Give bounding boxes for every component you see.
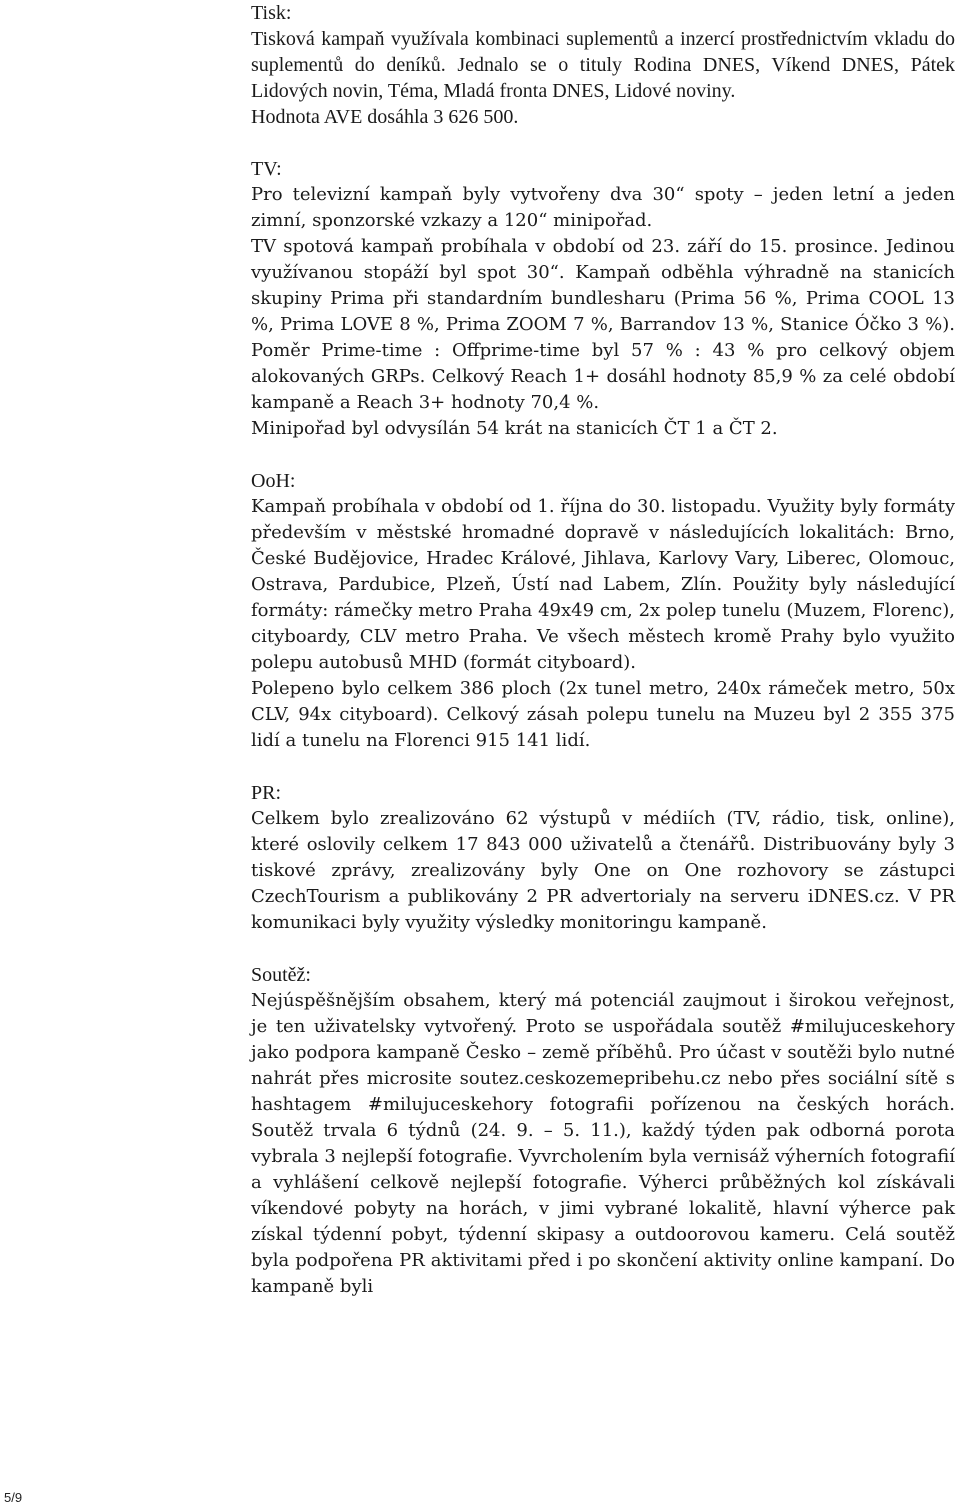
document-body — [251, 0, 955, 1326]
paragraph: Hodnota AVE dosáhla 3 626 500. — [251, 106, 519, 128]
section-tisk — [251, 0, 955, 130]
section-heading-tisk: Tisk: — [251, 2, 292, 24]
section-heading-soutez: Soutěž: — [251, 964, 311, 986]
paragraph: Tisková kampaň využívala kombinaci suplementů a inzercí prostřednictvím vkladu do suplementů do deníků. Jednalo se o tituly Rodina DNES, Víkend DNES, Pátek Lidových novin, Téma, Mladá fronta DNES, Lidové noviny. — [251, 28, 955, 102]
section-heading-ooh: OoH: — [251, 470, 296, 492]
section-heading-tv: TV: — [251, 158, 282, 180]
paragraph: Minipořad byl odvysílán 54 krát na stanicích ČT 1 a ČT 2. — [251, 418, 778, 439]
paragraph: TV spotová kampaň probíhala v období od 23. září do 15. prosince. Jedinou využívanou stopáží byl spot 30“. Kampaň odběhla výhradně na stanicích skupiny Prima při standardním bundlesharu (Prima 56 %, Prima COOL 13 %, Prima LOVE 8 %, Prima ZOOM 7 %, Barrandov 13 %, Stanice Óčko 3 %). Poměr Prime-time : Offprime-time byl 57 % : 43 % pro celkový objem alokovaných GRPs. Celkový Reach 1+ dosáhl hodnoty 85,9 % za celé období kampaně a Reach 3+ hodnoty 70,4 %. — [251, 236, 955, 413]
section-tv — [251, 156, 955, 442]
paragraph: Nejúspěšnějším obsahem, který má potenciál zaujmout i širokou veřejnost, je ten uživatelsky vytvořený. Proto se uspořádala soutěž #milujuceskehory jako podpora kampaně Česko – země příběhů. Pro účast v soutěži bylo nutné nahrát přes microsite soutez.ceskozemepribehu.cz nebo přes sociální sítě s hashtagem #milujuceskehory fotografii pořízenou na českých horách. Soutěž trvala 6 týdnů (24. 9. – 5. 11.), každý týden pak odborná porota vybrala 3 nejlepší fotografie. Vyvrcholením byla vernisáž výherních fotografií a vyhlášení celkově nejlepší fotografie. Výherci průběžných kol získávali víkendové pobyty na horách, v jimi vybrané lokalitě, hlavní výherce pak získal týdenní pobyt, týdenní skipasy a outdoorovou kameru. Celá soutěž byla podpořena PR aktivitami před i po skončení aktivity online kampaní. Do kampaně byli — [251, 990, 955, 1297]
paragraph: Celkem bylo zrealizováno 62 výstupů v médiích (TV, rádio, tisk, online), které oslovily celkem 17 843 000 uživatelů a čtenářů. Distribuovány byly 3 tiskové zprávy, zrealizovány byly One on One rozhovory se zástupci CzechTourism a publikovány 2 PR advertorialy na serveru iDNES.cz. V PR komunikaci byly využity výsledky monitoringu kampaně. — [251, 808, 955, 933]
paragraph: Polepeno bylo celkem 386 ploch (2x tunel metro, 240x rámeček metro, 50x CLV, 94x cityboard). Celkový zásah polepu tunelu na Muzeu byl 2 355 375 lidí a tunelu na Florenci 915 141 lidí. — [251, 678, 955, 751]
section-ooh — [251, 468, 955, 754]
paragraph: Pro televizní kampaň byly vytvořeny dva 30“ spoty – jeden letní a jeden zimní, sponzorské vzkazy a 120“ minipořad. — [251, 184, 955, 231]
section-pr — [251, 780, 955, 936]
paragraph: Kampaň probíhala v období od 1. října do 30. listopadu. Využity byly formáty především v městské hromadné dopravě v následujících lokalitách: Brno, České Budějovice, Hradec Králové, Jihlava, Karlovy Vary, Liberec, Olomouc, Ostrava, Pardubice, Plzeň, Ústí nad Labem, Zlín. Použity byly následující formáty: rámečky metro Praha 49x49 cm, 2x polep tunelu (Muzem, Florenc), cityboardy, CLV metro Praha. Ve všech městech kromě Prahy bylo využito polepu autobusů MHD (formát cityboard). — [251, 496, 955, 673]
section-soutez — [251, 962, 955, 1300]
section-heading-pr: PR: — [251, 782, 282, 804]
page-number: 5/9 — [4, 1490, 23, 1505]
